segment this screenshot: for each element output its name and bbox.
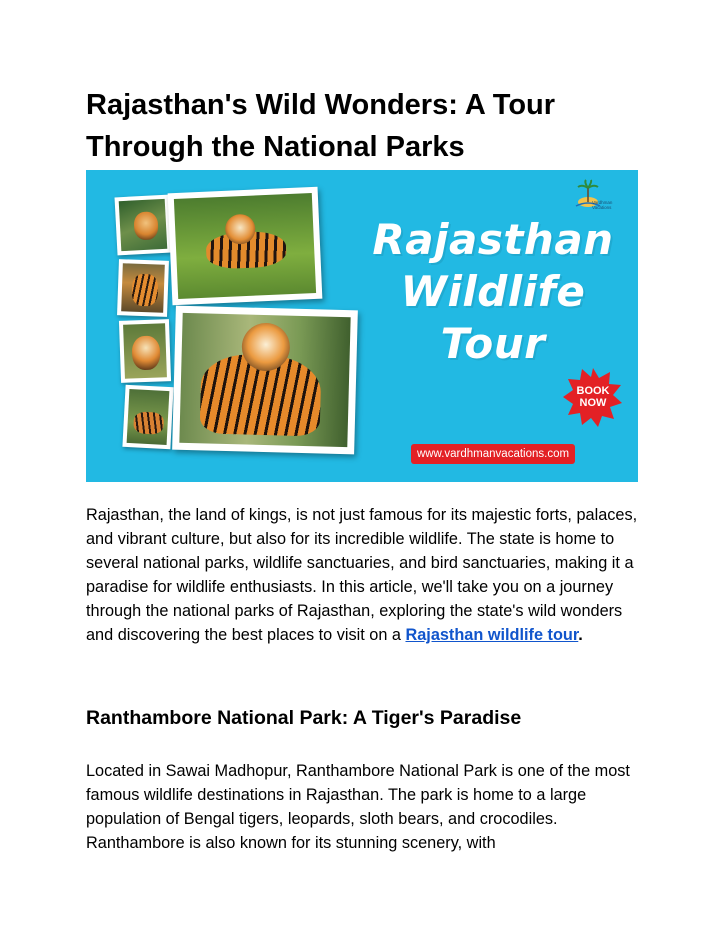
intro-paragraph — [86, 503, 646, 647]
intro-text: Rajasthan, the land of kings, is not just famous for its majestic forts, palaces, and vibrant culture, but also for its incredible wildlife. The state is home to several national parks, wildlife sanctuaries, and bird sanctuaries, making it a paradise for wildlife enthusiasts. In this article, we'll take you on a journey through the national parks of Rajasthan, exploring the state's wild wonders and discovering the best places to visit on a — [86, 506, 638, 644]
page-title: Rajasthan's Wild Wonders: A Tour Through the National Parks — [86, 89, 556, 163]
badge-line: BOOK — [576, 385, 610, 397]
tiger-thumbnail — [117, 259, 169, 317]
banner-headline — [368, 214, 618, 370]
book-now-badge[interactable] — [562, 366, 624, 428]
section-heading: Ranthambore National Park: A Tiger's Paradise — [86, 707, 522, 729]
wildlife-tour-link[interactable]: Rajasthan wildlife tour — [405, 626, 579, 644]
website-url[interactable]: www.vardhmanvacations.com — [411, 444, 575, 464]
hero-banner — [86, 170, 638, 482]
headline-line: Tour — [440, 319, 546, 368]
brand-logo — [574, 178, 630, 214]
tiger-thumbnail — [119, 319, 171, 383]
logo-text: Vardhman Vacations — [592, 200, 613, 210]
headline-line: Rajasthan — [372, 215, 614, 264]
tiger-thumbnail — [115, 195, 172, 256]
link-punctuation: . — [578, 626, 583, 644]
tiger-photo — [168, 187, 323, 305]
tiger-photo — [172, 306, 358, 455]
headline-line: Wildlife — [400, 267, 586, 316]
badge-line: NOW — [579, 397, 607, 409]
section-paragraph: Located in Sawai Madhopur, Ranthambore National Park is one of the most famous wildlife destinations in Rajasthan. The park is home to a large population of Bengal tigers, leopards, sloth bears, and crocodiles. Ranthambore is also known for its stunning scenery, with — [86, 762, 630, 852]
tiger-thumbnail — [122, 385, 173, 449]
